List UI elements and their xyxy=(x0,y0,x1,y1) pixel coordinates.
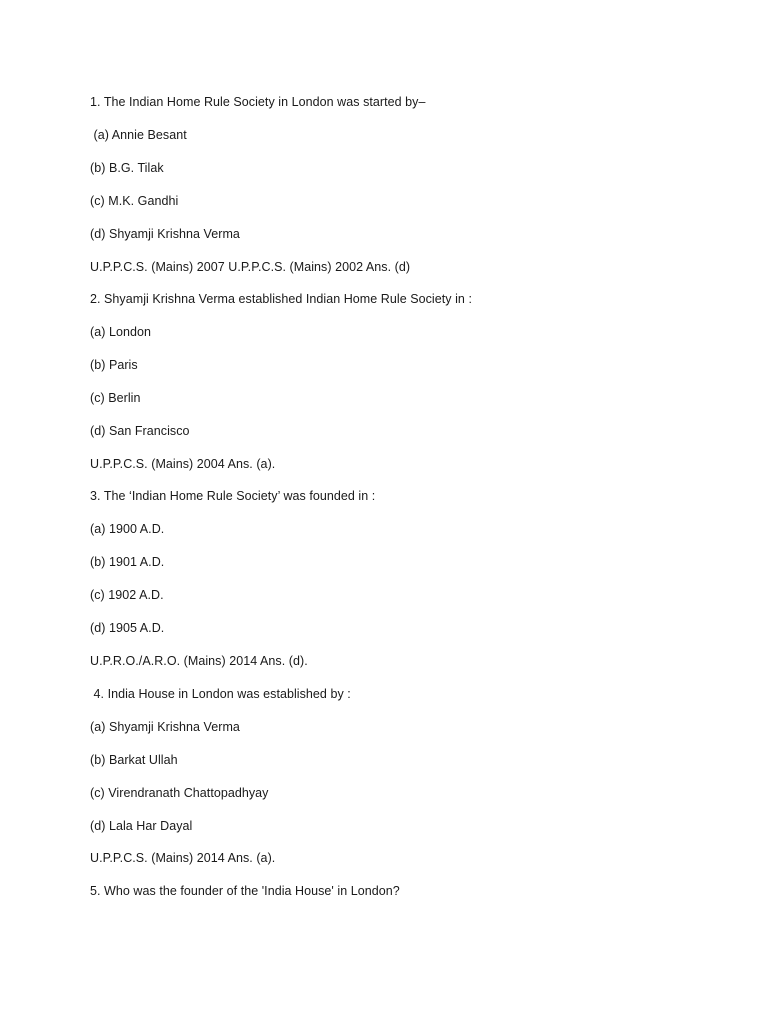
question-4: 4. India House in London was established by : xyxy=(90,687,351,701)
option-4b: (b) Barkat Ullah xyxy=(90,753,178,767)
question-3: 3. The ‘Indian Home Rule Society’ was founded in : xyxy=(90,489,376,503)
option-1d: (d) Shyamji Krishna Verma xyxy=(90,227,240,241)
option-3c: (c) 1902 A.D. xyxy=(90,588,164,602)
option-3a: (a) 1900 A.D. xyxy=(90,522,165,536)
option-1a: (a) Annie Besant xyxy=(90,128,187,142)
option-3b: (b) 1901 A.D. xyxy=(90,555,165,569)
option-4c: (c) Virendranath Chattopadhyay xyxy=(90,786,269,800)
option-4d: (d) Lala Har Dayal xyxy=(90,819,193,833)
answer-4: U.P.P.C.S. (Mains) 2014 Ans. (a). xyxy=(90,851,276,865)
question-1: 1. The Indian Home Rule Society in London was started by– xyxy=(90,95,426,109)
answer-2: U.P.P.C.S. (Mains) 2004 Ans. (a). xyxy=(90,457,276,471)
answer-3: U.P.R.O./A.R.O. (Mains) 2014 Ans. (d). xyxy=(90,654,308,668)
option-4a: (a) Shyamji Krishna Verma xyxy=(90,720,240,734)
option-1c: (c) M.K. Gandhi xyxy=(90,194,179,208)
option-3d: (d) 1905 A.D. xyxy=(90,621,165,635)
question-2: 2. Shyamji Krishna Verma established Indian Home Rule Society in : xyxy=(90,292,472,306)
option-2a: (a) London xyxy=(90,325,151,339)
option-2b: (b) Paris xyxy=(90,358,138,372)
option-1b: (b) B.G. Tilak xyxy=(90,161,164,175)
option-2c: (c) Berlin xyxy=(90,391,141,405)
option-2d: (d) San Francisco xyxy=(90,424,190,438)
answer-1: U.P.P.C.S. (Mains) 2007 U.P.P.C.S. (Mains) 2002 Ans. (d) xyxy=(90,260,411,274)
question-5: 5. Who was the founder of the 'India House' in London? xyxy=(90,884,400,898)
